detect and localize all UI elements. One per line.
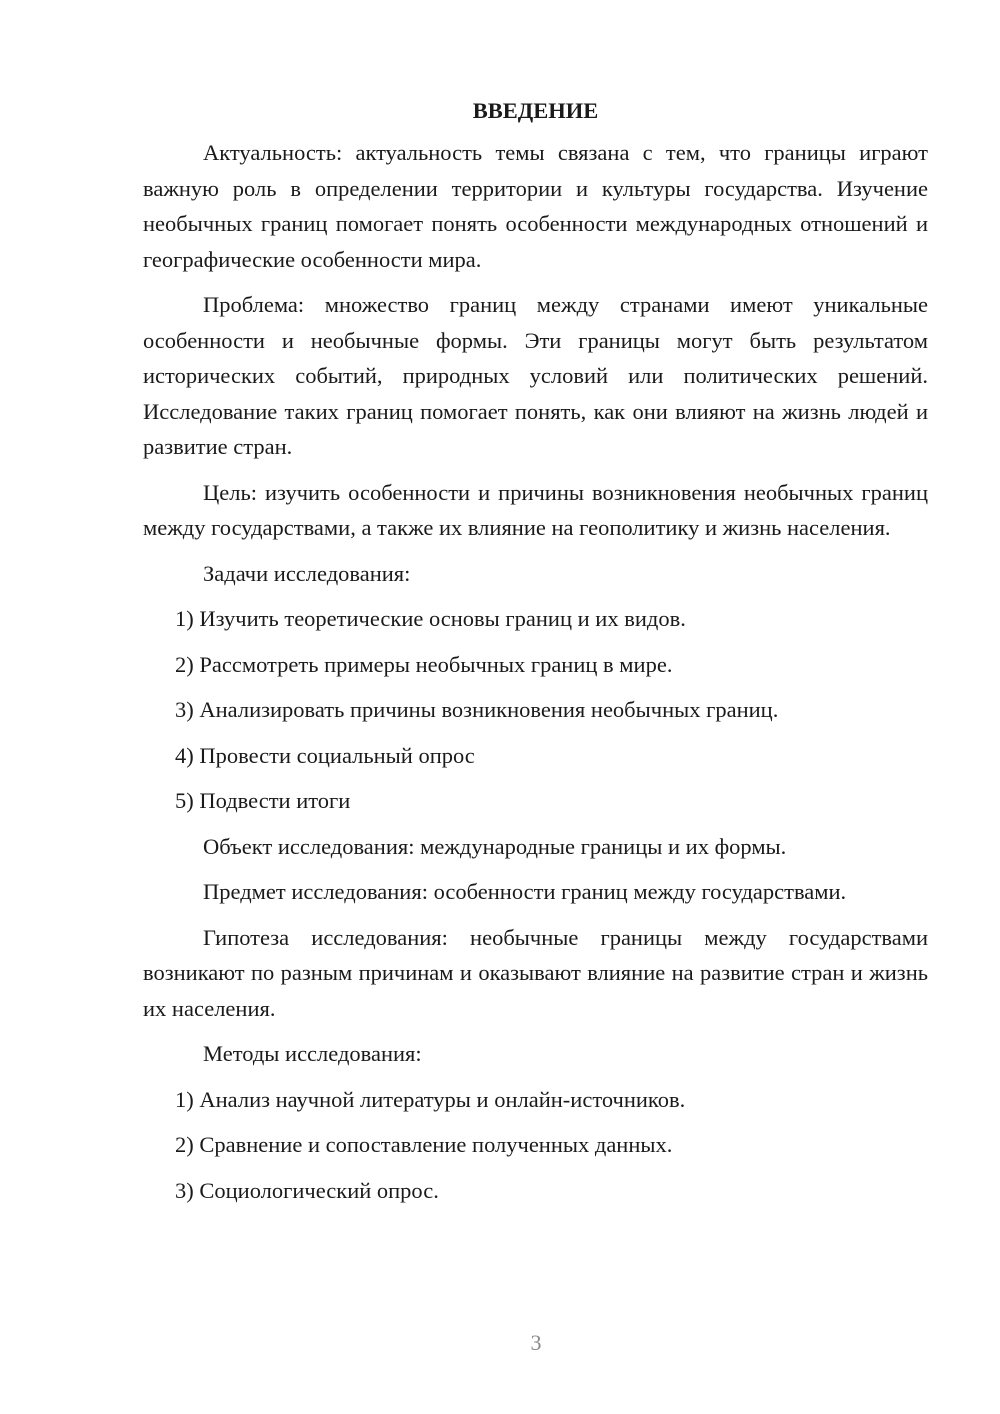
problem-paragraph: Проблема: множество границ между странами имеют уникальные особенности и необычные формы. Эти границы могут быть результатом исторических событий, природных условий или политических решений. Исследование таких границ помогает понять, как они влияют на жизнь людей и развитие стран. <box>143 292 928 459</box>
method-item: 2) Сравнение и сопоставление полученных данных. <box>175 1132 673 1157</box>
goal-paragraph: Цель: изучить особенности и причины возникновения необычных границ между государствами, а также их влияние на геополитику и жизнь населения. <box>143 479 928 540</box>
task-item: 1) Изучить теоретические основы границ и их видов. <box>175 606 686 631</box>
method-item: 3) Социологический опрос. <box>175 1177 439 1203</box>
method-item: 1) Анализ научной литературы и онлайн-источников. <box>175 1086 686 1112</box>
tasks-heading: Задачи исследования: <box>203 560 411 586</box>
task-item: 3) Анализировать причины возникновения необычных границ. <box>175 697 779 722</box>
task-item: 5) Подвести итоги <box>175 788 351 813</box>
task-item: 4) Провести социальный опрос <box>175 742 475 768</box>
research-object: Объект исследования: международные границы и их формы. <box>203 833 787 859</box>
relevance-paragraph: Актуальность: актуальность темы связана с тем, что границы играют важную роль в определении территории и культуры государства. Изучение необычных границ помогает понять особенности международных отношений и географические особенности мира. <box>143 140 928 272</box>
hypothesis-paragraph: Гипотеза исследования: необычные границы между государствами возникают по разным причинам и оказывают влияние на развитие стран и жизнь их населения. <box>143 924 928 1021</box>
research-subject: Предмет исследования: особенности границ между государствами. <box>203 879 847 904</box>
page-number: 3 <box>530 1330 542 1355</box>
methods-heading: Методы исследования: <box>203 1041 422 1066</box>
section-title: ВВЕДЕНИЕ <box>472 98 599 123</box>
document-page <box>143 92 928 1218</box>
task-item: 2) Рассмотреть примеры необычных границ в мире. <box>175 651 673 677</box>
